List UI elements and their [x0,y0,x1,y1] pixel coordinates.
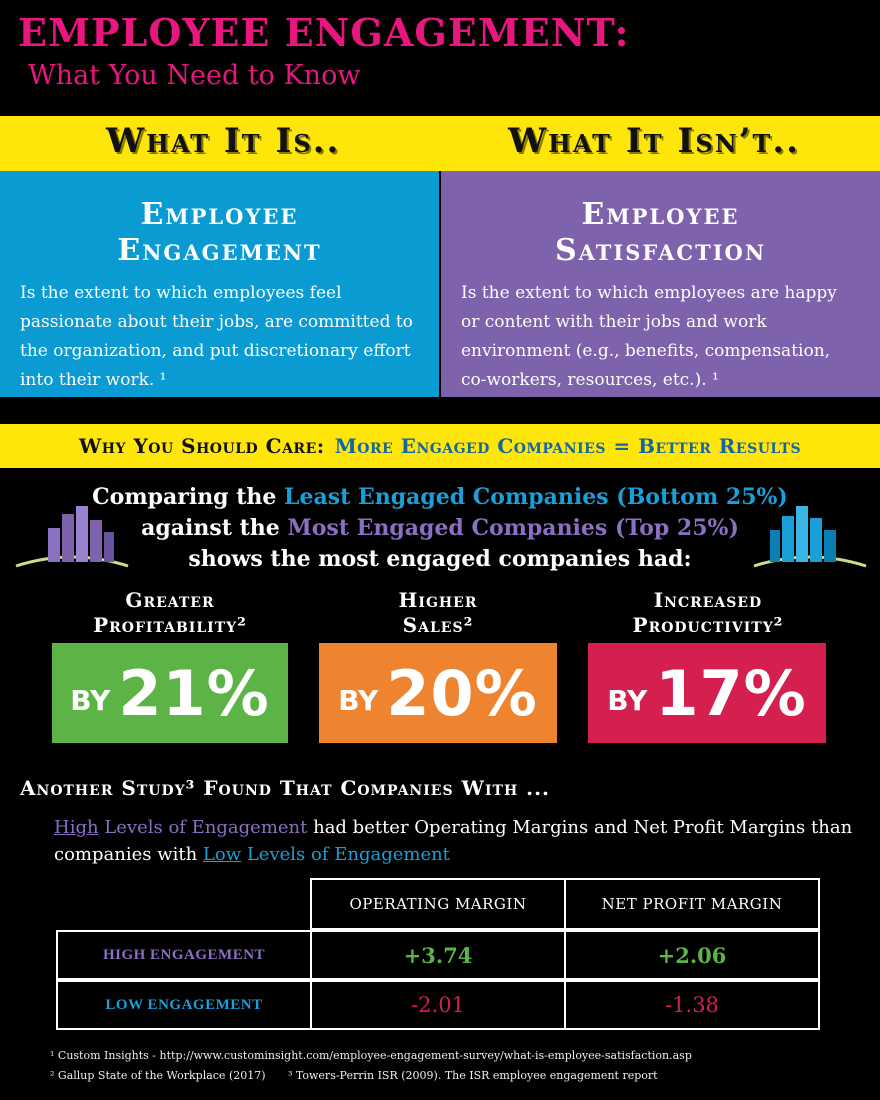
high-engagement-label: HIGH ENGAGEMENT [56,930,312,980]
another-study-text [54,814,854,868]
profitability-by: BY [70,683,111,717]
comparison-line2-prefix: against the [141,515,288,541]
low-levels-text: Levels of Engagement [241,844,450,865]
high-word: High [54,817,99,838]
study-middle-text: had better Operating Margins and Net Profit Margins than companies with [54,817,853,865]
profitability-stat-box [52,643,288,743]
low-net-profit-margin: -1.38 [564,980,820,1030]
productivity-label-line1: Increased [653,588,763,612]
sales-value: 20% [386,656,538,730]
satisfaction-definition-card [441,171,880,397]
footnote-1: ¹ Custom Insights - http://www.custominsight.com/employee-engagement-survey/what-is-employee-satisfaction.asp [50,1049,692,1062]
high-levels-text: Levels of Engagement [98,817,308,838]
footnote-2: ² Gallup State of the Workplace (2017) [50,1069,266,1082]
satisfaction-title-line1: Employee [581,197,740,232]
satisfaction-title-line2: Satisfaction [554,233,767,268]
satisfaction-title [441,197,880,269]
comparison-line1 [0,482,880,513]
productivity-label [588,588,828,638]
productivity-stat-box [588,643,826,743]
profitability-value: 21% [118,656,270,730]
why-care-band [0,424,880,468]
satisfaction-definition-text: Is the extent to which employees are happy or content with their jobs and work environment (e.g., benefits, compensation, co-workers, resources, etc.). ¹ [461,283,837,390]
sales-label [318,588,558,638]
productivity-by: BY [607,683,648,717]
low-engagement-label: LOW ENGAGEMENT [56,980,312,1030]
footnote-3: ³ Towers-Perrin ISR (2009). The ISR employee engagement report [288,1069,658,1082]
profitability-label [50,588,290,638]
what-it-is-heading: What It Is.. [106,121,341,161]
page-subtitle: What You Need to Know [28,60,361,91]
comparison-line2 [0,513,880,544]
least-engaged-highlight: Least Engaged Companies (Bottom 25%) [284,484,788,510]
sales-by: BY [338,683,379,717]
page-title: EMPLOYEE ENGAGEMENT: [18,10,630,55]
high-net-profit-margin: +2.06 [564,930,820,980]
engagement-definition-text: Is the extent to which employees feel passionate about their jobs, are committed to the organization, and put discretionary effort into their work. ¹ [20,283,413,390]
high-operating-margin: +3.74 [310,930,566,980]
operating-margin-header: OPERATING MARGIN [310,878,566,930]
why-care-lead: Why You Should Care: [78,434,325,458]
engagement-title-line1: Employee [140,197,299,232]
low-operating-margin: -2.01 [310,980,566,1030]
sales-label-line1: Higher [398,588,478,612]
productivity-value: 17% [655,656,807,730]
low-word: Low [202,844,242,865]
productivity-label-line2: Productivity² [632,613,784,637]
comparison-line3: shows the most engaged companies had: [188,546,692,572]
sales-stat-box [319,643,557,743]
most-engaged-highlight: Most Engaged Companies (Top 25%) [287,515,739,541]
sales-label-line2: Sales² [402,613,474,637]
engagement-definition-card [0,171,439,397]
engagement-title-line2: Engagement [117,233,322,268]
why-care-result: More Engaged Companies = Better Results [334,434,802,458]
another-study-heading: Another Study³ Found That Companies With ... [20,776,551,800]
profitability-label-line1: Greater [125,588,215,612]
comparison-line1-prefix: Comparing the [92,484,285,510]
profitability-label-line2: Profitability² [93,613,247,637]
what-it-isnt-heading: What It Isn’t.. [508,121,801,161]
net-profit-margin-header: NET PROFIT MARGIN [564,878,820,930]
engagement-title [0,197,439,269]
comparison-text [0,482,880,575]
